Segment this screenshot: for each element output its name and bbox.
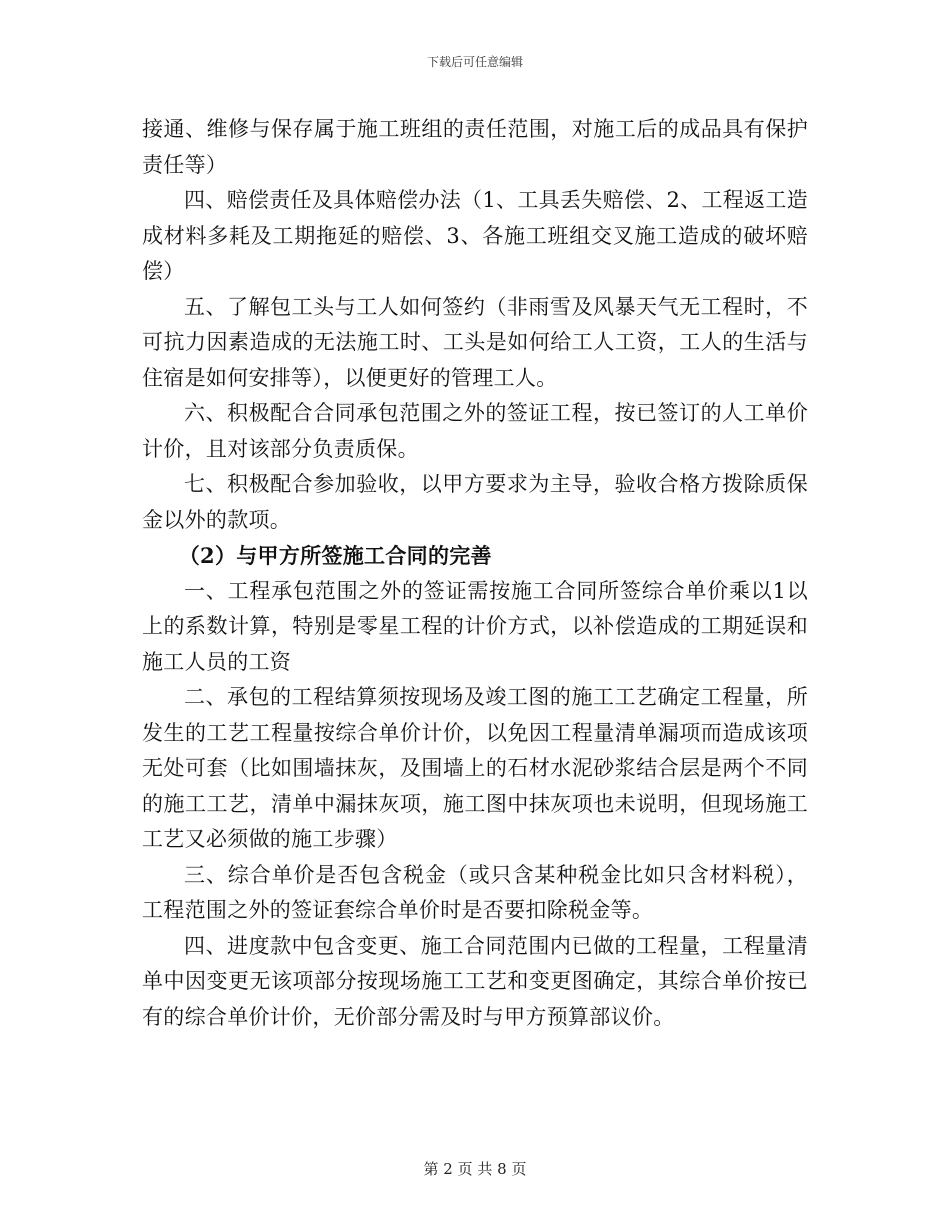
- paragraph-item-1-visa-pricing: 一、工程承包范围之外的签证需按施工合同所签综合单价乘以1以上的系数计算，特别是零星工程的计价方式，以补偿造成的工期延误和施工人员的工资: [142, 578, 808, 674]
- page-footer: 第 2 页 共 8 页: [423, 1160, 527, 1178]
- paragraph-continuation: 接通、维修与保存属于施工班组的责任范围，对施工后的成品具有保护责任等）: [142, 117, 808, 177]
- paragraph-item-3-tax: 三、综合单价是否包含税金（或只含某种税金比如只含材料税），工程范围之外的签证套综合单价时是否要扣除税金等。: [142, 862, 808, 922]
- paragraph-item-7-acceptance: 七、积极配合参加验收，以甲方要求为主导，验收合格方拨除质保金以外的款项。: [142, 472, 808, 532]
- paragraph-item-4-progress-payment: 四、进度款中包含变更、施工合同范围内已做的工程量，工程量清单中因变更无该项部分按现场施工工艺和变更图确定，其综合单价按已有的综合单价计价，无价部分需及时与甲方预算部议价。: [142, 933, 808, 1029]
- document-body: [142, 112, 808, 1035]
- paragraph-item-5-contract: 五、了解包工头与工人如何签约（非雨雪及风暴天气无工程时，不可抗力因素造成的无法施工时、工头是如何给工人工资，工人的生活与住宿是如何安排等），以便更好的管理工人。: [142, 294, 808, 390]
- page-header: 下载后可任意编辑: [426, 55, 523, 69]
- paragraph-item-6-visa-work: 六、积极配合合同承包范围之外的签证工程，按已签订的人工单价计价，且对该部分负责质保。: [142, 401, 808, 461]
- paragraph-item-4-compensation: 四、赔偿责任及具体赔偿办法（1、工具丢失赔偿、2、工程返工造成材料多耗及工期拖延的赔偿、3、各施工班组交叉施工造成的破坏赔偿）: [142, 188, 808, 283]
- section-heading: （2）与甲方所签施工合同的完善: [178, 543, 492, 568]
- paragraph-item-2-settlement: 二、承包的工程结算须按现场及竣工图的施工工艺确定工程量，所发生的工艺工程量按综合单价计价，以免因工程量清单漏项而造成该项无处可套（比如围墙抹灰，及围墙上的石材水泥砂浆结合层是两个不同的施工工艺，清单中漏抹灰项，施工图中抹灰项也未说明，但现场施工工艺又必须做的施工步骤）: [142, 685, 808, 851]
